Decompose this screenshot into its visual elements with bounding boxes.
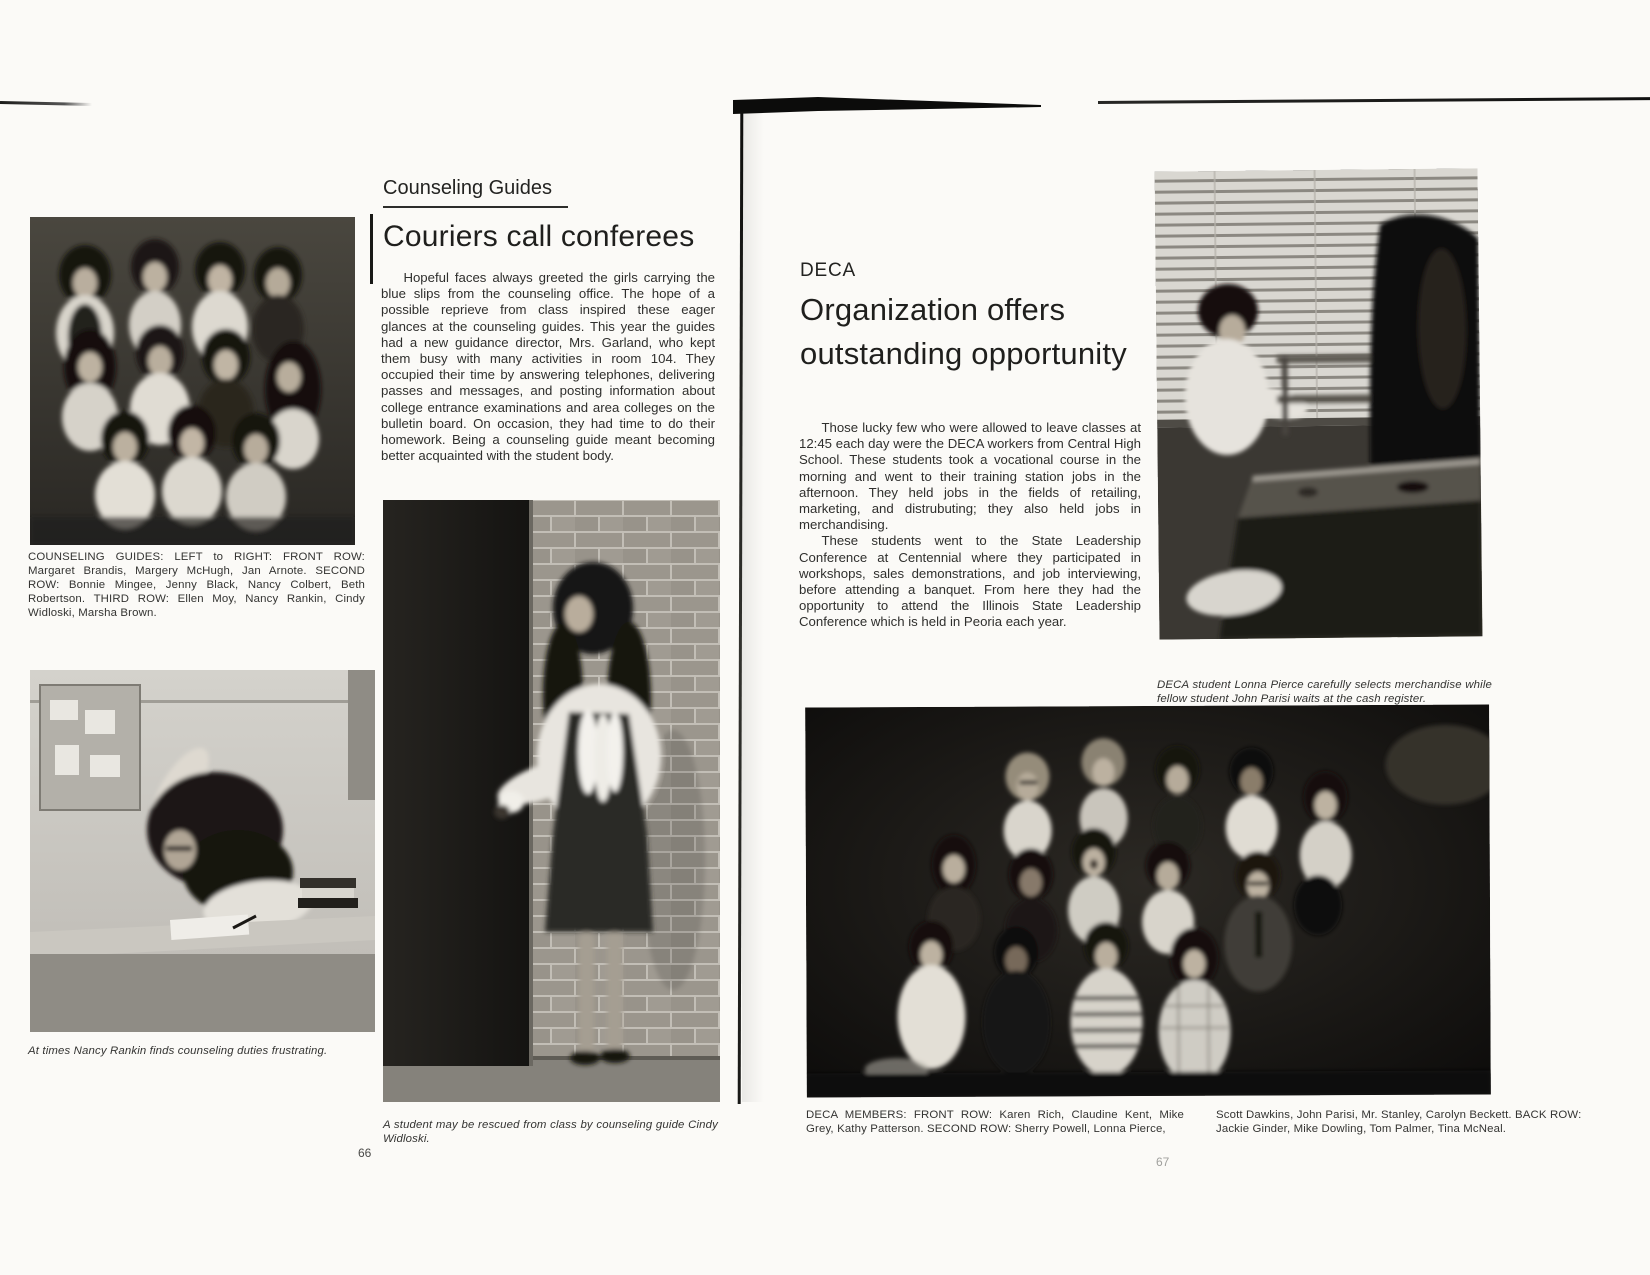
paragraph: Hopeful faces always greeted the girls carrying the blue slips from the counseling office. The hope of a possible reprieve from class inspired these eager glances at the counseling guides. This year the guides had a new guidance director, Mrs. Garland, who kept them busy with many activities in room 104. They occupied their time by answering telephones, delivering passes and messages, and posting information about college entrance examinations and area colleges on the bulletin board. On occasion, they had time to do their homework. Being a counseling guide meant becoming better acquainted with the student body. xyxy=(381,270,715,464)
caption-deca-members-col1: DECA MEMBERS: FRONT ROW: Karen Rich, Claudine Kent, Mike Grey, Kathy Patterson. SECOND ROW: Sherry Powell, Lonna Pierce, xyxy=(806,1109,1184,1135)
scan-artifact-left-tick xyxy=(370,214,373,284)
scan-artifact-gutter-wedge xyxy=(733,96,1043,118)
section-label-counseling-guides: Counseling Guides xyxy=(383,177,568,208)
caption-cindy-widloski-door: A student may be rescued from class by counseling guide Cindy Widloski. xyxy=(383,1119,718,1145)
caption-lonna-pierce-register: DECA student Lonna Pierce carefully selects merchandise while fellow student John Parisi waits at the cash register. xyxy=(1157,679,1492,705)
photo-counseling-guides-group xyxy=(30,217,355,545)
photo-nancy-rankin-desk xyxy=(30,670,375,1032)
page-number-right: 67 xyxy=(1156,1155,1170,1169)
scan-artifact-top-right-line xyxy=(1098,97,1650,103)
scan-artifact-gutter-shadow xyxy=(742,112,764,1102)
body-text-deca xyxy=(799,420,1141,631)
paragraph: Those lucky few who were allowed to leave classes at 12:45 each day were the DECA workers from Central High School. These students took a vocational course in the morning and went to their training station jobs in the afternoon. They held jobs in the fields of retailing, marketing, and distrubuting; they also held jobs in merchandising. xyxy=(799,420,1141,533)
caption-deca-members-col2: Scott Dawkins, John Parisi, Mr. Stanley, Carolyn Beckett. BACK ROW: Jackie Ginder, Mike Dowling, Tom Palmer, Tina McNeal. xyxy=(1216,1109,1582,1135)
photo-deca-members-group xyxy=(805,705,1491,1098)
headline-deca-line1: Organization offers xyxy=(800,292,1066,327)
body-text-counseling xyxy=(381,270,715,464)
caption-counseling-guides-group: COUNSELING GUIDES: LEFT to RIGHT: FRONT ROW: Margaret Brandis, Margery McHugh, Jan Arnote. SECOND ROW: Bonnie Mingee, Jenny Black, Nancy Colbert, Beth Robertson. THIRD ROW: Ellen Moy, Nancy Rankin, Cindy Widloski, Marsha Brown. xyxy=(28,551,365,619)
section-label-deca: DECA xyxy=(800,260,856,281)
page-number-left: 66 xyxy=(358,1146,372,1160)
paragraph: These students went to the State Leadership Conference at Centennial where they participated in workshops, sales demonstrations, and job interviewing, before attending a banquet. From here they had the opportunity to attend the Illinois State Leadership Conference which is held in Peoria each year. xyxy=(799,533,1141,630)
photo-cindy-widloski-door xyxy=(383,500,720,1102)
headline-couriers: Couriers call conferees xyxy=(383,220,695,253)
caption-nancy-rankin-desk: At times Nancy Rankin finds counseling duties frustrating. xyxy=(28,1045,328,1057)
photo-lonna-pierce-register xyxy=(1155,168,1483,639)
scan-artifact-top-left-line xyxy=(0,101,92,106)
headline-deca-line2: outstanding opportunity xyxy=(800,336,1127,371)
